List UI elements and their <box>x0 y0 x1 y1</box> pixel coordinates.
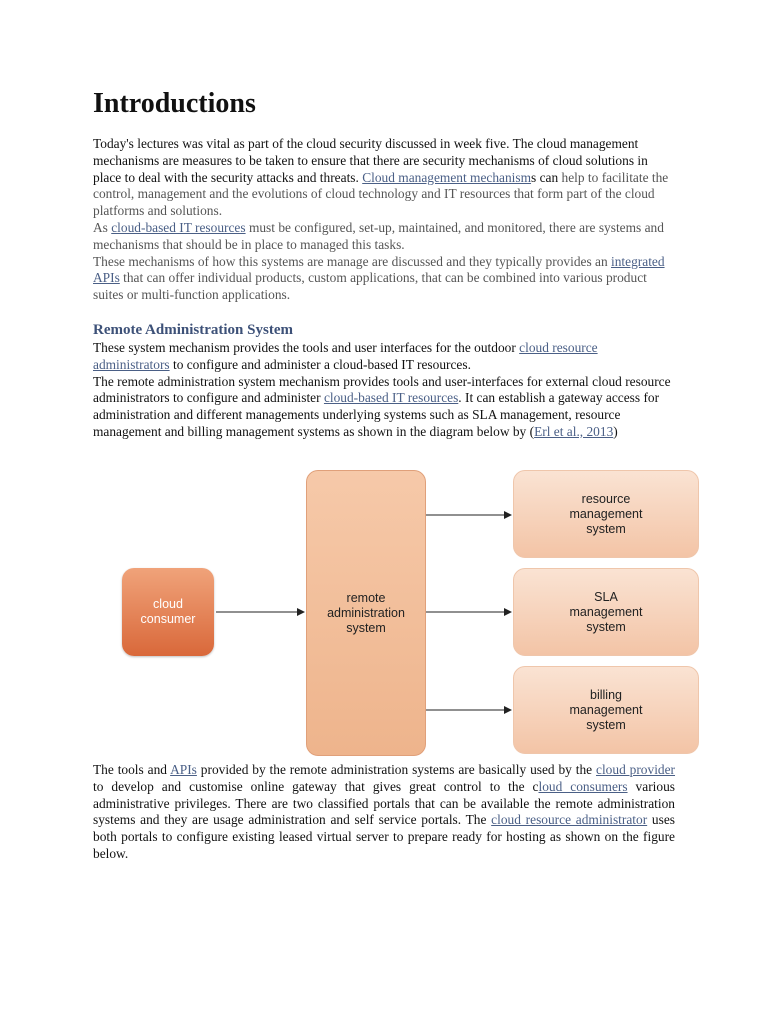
section-paragraph <box>93 340 675 441</box>
sla-management-box <box>513 568 699 656</box>
section-text-2: to configure and administer a cloud-based IT resources. <box>169 356 471 372</box>
closing-text-3: to develop and customise online gateway that gives great control to the c <box>93 778 539 794</box>
cloud-consumers-link[interactable]: loud consumers <box>538 778 628 794</box>
integrated-apis-link[interactable]: integrated APIs <box>93 253 665 286</box>
section-text-5: ) <box>613 423 618 439</box>
billing-management-box <box>513 666 699 754</box>
cloud-resource-administrator-link[interactable]: cloud resource administrator <box>491 812 648 828</box>
erl-citation-link[interactable]: Erl et al., 2013 <box>534 423 614 439</box>
section-text-3: The remote administration system mechanism provides tools and user-interfaces for external cloud resource administrators to configure and administer <box>93 373 671 406</box>
cloud-consumer-box <box>122 568 214 656</box>
resource-management-box <box>513 470 699 558</box>
resource-management-label: resource management system <box>569 491 643 536</box>
intro-text-1: Today's lectures was vital as part of the cloud security discussed in week five. The cloud management mechanisms are measures to be taken to ensure that there are security mechanisms of cloud solutions in place to deal with the security attacks and threats. <box>93 136 648 185</box>
closing-text-4: various administrative privileges. There are two classified portals that can be available the remote administration systems and they are usage administration and self service portals. The <box>93 778 675 828</box>
cloud-consumer-label: cloud consumer <box>140 597 196 626</box>
remote-administration-system-box <box>306 470 426 756</box>
cloud-provider-link[interactable]: cloud provider <box>596 762 676 777</box>
intro-text-4: As <box>93 219 112 235</box>
billing-management-label: billing management system <box>569 687 643 732</box>
intro-text-5: must be configured, set-up, maintained, and monitored, there are systems and mechanisms that should be in place to managed this tasks. <box>93 219 664 252</box>
section-text-4: . It can establish a gateway access for administration and different managements underlying systems such as SLA management, resource management and billing management systems as shown in the diagram below by ( <box>93 390 660 439</box>
section-heading: Remote Administration System <box>93 322 293 338</box>
closing-text-5: uses both portals to configure existing leased virtual server to prepare ready for hosting as shown on the figure below. <box>93 812 675 861</box>
section-text-1: These system mechanism provides the tools and user interfaces for the outdoor <box>93 340 520 355</box>
remote-administration-label: remote administration system <box>327 590 405 635</box>
intro-text-2: s can <box>531 169 559 185</box>
cloud-management-mechanisms-link[interactable]: Cloud management mechanism <box>362 169 532 185</box>
cloud-based-it-resources-link[interactable]: cloud-based IT resources <box>111 219 246 235</box>
intro-text-3: help to facilitate the control, management and the evolutions of cloud technology and IT resources that form part of the cloud platforms and solutions. <box>93 169 669 219</box>
intro-paragraph <box>93 136 675 304</box>
closing-paragraph <box>93 762 675 863</box>
closing-text-2: provided by the remote administration systems are basically used by the <box>196 762 597 777</box>
page-title: Introductions <box>93 88 256 119</box>
intro-text-6: These mechanisms of how this systems are manage are discussed and they typically provides an <box>93 253 612 269</box>
cloud-based-it-resources-link-2[interactable]: cloud-based IT resources <box>323 390 459 406</box>
intro-text-7: that can offer individual products, custom applications, that can be combined into various product suites or multi-function applications. <box>93 270 647 303</box>
sla-management-label: SLA management system <box>569 589 643 634</box>
closing-text-1: The tools and <box>93 762 171 777</box>
cloud-resource-administrators-link[interactable]: cloud resource administrators <box>93 340 598 372</box>
apis-link[interactable]: APIs <box>170 762 197 777</box>
